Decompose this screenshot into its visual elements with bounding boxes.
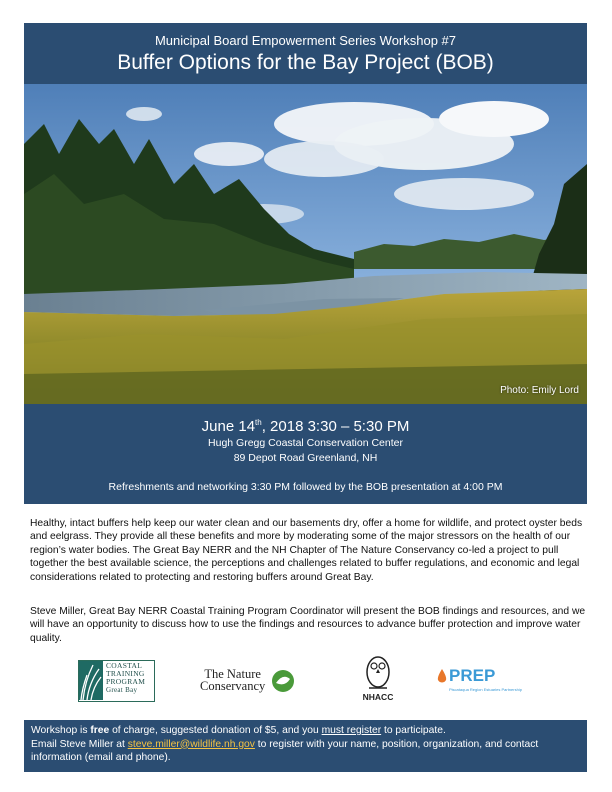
event-address: 89 Depot Road Greenland, NH [233, 452, 378, 464]
water-drop-icon [436, 668, 448, 686]
ctp-line4: Great Bay [106, 686, 138, 694]
workshop-subtitle: Municipal Board Empowerment Series Workshop #7 [154, 33, 457, 48]
must-register-text: must register [321, 725, 382, 736]
footer-text: Email Steve Miller at [31, 738, 128, 750]
registration-footer [24, 720, 587, 772]
footer-line-2 [31, 738, 580, 765]
free-emphasis: free [90, 725, 110, 736]
prep-text: PREP [449, 666, 496, 685]
tnc-line2: Conservancy [200, 679, 266, 693]
email-link[interactable]: steve.miller@wildlife.nh.gov [127, 738, 255, 750]
header-banner [24, 23, 587, 84]
landscape-illustration [24, 84, 587, 404]
event-date-suffix: th [255, 418, 262, 427]
event-date-time: , 2018 3:30 – 5:30 PM [261, 418, 410, 435]
ctp-line1: COASTAL [106, 661, 143, 670]
footer-text: to register with your name, position, organization, and contact information (email and phone). [31, 738, 539, 763]
footer-text: Workshop is [31, 725, 91, 736]
nhacc-text: NHACC [362, 692, 394, 702]
event-venue: Hugh Gregg Coastal Conservation Center [208, 437, 403, 449]
workshop-title: Buffer Options for the Bay Project (BOB) [117, 51, 494, 74]
description-paragraph-2: Steve Miller, Great Bay NERR Coastal Training Program Coordinator will present the BOB findings and resources, and we will have an opportunity to discuss how to use the findings and resources to advance buffer protection and improve water quality. [30, 606, 586, 644]
tnc-line1: The Nature [204, 667, 261, 681]
photo-credit: Photo: Emily Lord [500, 385, 579, 396]
event-date-day: June 14 [201, 418, 256, 435]
grass-icon [79, 661, 103, 700]
prep-logo [436, 666, 536, 698]
nhacc-logo [358, 652, 398, 704]
event-date [24, 414, 587, 436]
partner-logos [24, 652, 587, 712]
footer-text: of charge, suggested donation of $5, and you [109, 725, 322, 736]
prep-subtitle: Piscataqua Region Estuaries Partnership [449, 687, 522, 692]
description-paragraph-1: Healthy, intact buffers help keep our water clean and our basements dry, offer a home for wildlife, and protect oyster beds and eelgrass. They provide all these benefits and more by moderating some of the major stressors on the health of our region’s water bodies. The Great Bay NERR and the NH Chapter of The Nature Conservancy co-led a project to pull together the best available science, the perceptions and challenges related to buffer regulations, and economic and legal considerations related to protecting and restoring buffers around Great Bay. [30, 518, 583, 583]
owl-icon [361, 652, 395, 692]
ctp-logo [78, 660, 155, 702]
footer-text: to participate. [381, 725, 446, 736]
tnc-logo [200, 668, 300, 698]
event-details-banner [24, 404, 587, 504]
ctp-line2: TRAINING [106, 669, 145, 678]
footer-line-1 [31, 724, 580, 738]
marsh-photo [24, 84, 587, 404]
ctp-line3: PROGRAM [106, 677, 146, 686]
event-refreshments: Refreshments and networking 3:30 PM followed by the BOB presentation at 4:00 PM [108, 481, 503, 493]
leaf-globe-icon [271, 669, 295, 693]
